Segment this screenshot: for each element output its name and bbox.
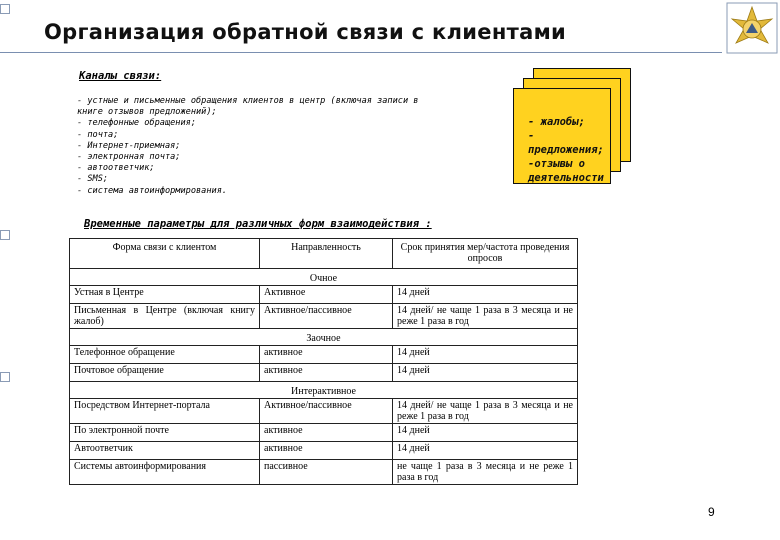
cell-term: 14 дней/ не чаще 1 раза в 3 месяца и не реже 1 раза в год bbox=[393, 399, 578, 424]
group-row bbox=[70, 269, 578, 286]
feedback-line: -отзывы о bbox=[528, 158, 585, 170]
decor-square bbox=[0, 230, 10, 240]
cell-form: Посредством Интернет-портала bbox=[70, 399, 260, 424]
feedback-card-text bbox=[528, 115, 610, 185]
cell-form: Системы автоинформирования bbox=[70, 460, 260, 485]
table-row bbox=[70, 424, 578, 442]
table-row bbox=[70, 364, 578, 382]
channel-item: - автоответчик; bbox=[77, 163, 155, 174]
cell-form: Устная в Центре bbox=[70, 286, 260, 304]
channels-list bbox=[77, 96, 467, 197]
table-row bbox=[70, 346, 578, 364]
cell-form: По электронной почте bbox=[70, 424, 260, 442]
cell-direction: активное bbox=[260, 442, 393, 460]
cell-direction: активное bbox=[260, 424, 393, 442]
table-row bbox=[70, 304, 578, 329]
page-number: 9 bbox=[708, 505, 715, 519]
time-params-table bbox=[69, 238, 578, 485]
cell-direction: активное bbox=[260, 346, 393, 364]
column-header-form: Форма связи с клиентом bbox=[70, 239, 260, 269]
channels-heading: Каналы связи: bbox=[79, 70, 162, 82]
title-underline bbox=[0, 52, 722, 53]
cell-term: 14 дней bbox=[393, 364, 578, 382]
cell-term: 14 дней/ не чаще 1 раза в 3 месяца и не реже 1 раза в год bbox=[393, 304, 578, 329]
cell-direction: активное bbox=[260, 364, 393, 382]
time-params-heading: Временные параметры для различных форм взаимодействия : bbox=[84, 218, 432, 230]
table-row bbox=[70, 286, 578, 304]
slide-title: Организация обратной связи с клиентами bbox=[44, 20, 567, 44]
channel-item: - почта; bbox=[77, 129, 119, 140]
column-header-term: Срок принятия мер/частота проведения опросов bbox=[393, 239, 578, 269]
feedback-line: деятельности bbox=[528, 172, 604, 184]
feedback-card bbox=[513, 88, 611, 184]
table-row bbox=[70, 442, 578, 460]
column-header-direction: Направленность bbox=[260, 239, 393, 269]
cell-term: 14 дней bbox=[393, 424, 578, 442]
cell-term: не чаще 1 раза в 3 месяца и не реже 1 раза в год bbox=[393, 460, 578, 485]
cell-direction: Активное/пассивное bbox=[260, 399, 393, 424]
cell-form: Почтовое обращение bbox=[70, 364, 260, 382]
channel-item: - SMS; bbox=[77, 174, 109, 185]
emblem-logo-icon bbox=[726, 2, 778, 54]
cell-direction: Активное/пассивное bbox=[260, 304, 393, 329]
cell-form: Автоответчик bbox=[70, 442, 260, 460]
cell-direction: Активное bbox=[260, 286, 393, 304]
table-row bbox=[70, 460, 578, 485]
decor-square bbox=[0, 4, 10, 14]
feedback-line: - предложения; bbox=[528, 130, 604, 156]
decor-square bbox=[0, 372, 10, 382]
channel-item: - Интернет-приемная; bbox=[77, 140, 181, 151]
channel-item: книге отзывов предложений); bbox=[77, 107, 217, 118]
group-label-interactive: Интерактивное bbox=[70, 382, 578, 399]
table-row bbox=[70, 399, 578, 424]
channel-item: - устные и письменные обращения клиентов в центр (включая записи в bbox=[77, 96, 419, 106]
cell-term: 14 дней bbox=[393, 442, 578, 460]
group-label-in-person: Очное bbox=[70, 269, 578, 286]
cell-term: 14 дней bbox=[393, 286, 578, 304]
cell-form: Телефонное обращение bbox=[70, 346, 260, 364]
channel-item: - телефонные обращения; bbox=[77, 118, 196, 129]
table-header-row bbox=[70, 239, 578, 269]
cell-term: 14 дней bbox=[393, 346, 578, 364]
group-row bbox=[70, 382, 578, 399]
channel-item: - система автоинформирования. bbox=[77, 185, 228, 196]
cell-direction: пассивное bbox=[260, 460, 393, 485]
cell-form: Письменная в Центре (включая книгу жалоб) bbox=[70, 304, 260, 329]
group-label-remote: Заочное bbox=[70, 329, 578, 346]
channel-item: - электронная почта; bbox=[77, 152, 181, 163]
feedback-line: - жалобы; bbox=[528, 116, 585, 128]
group-row bbox=[70, 329, 578, 346]
